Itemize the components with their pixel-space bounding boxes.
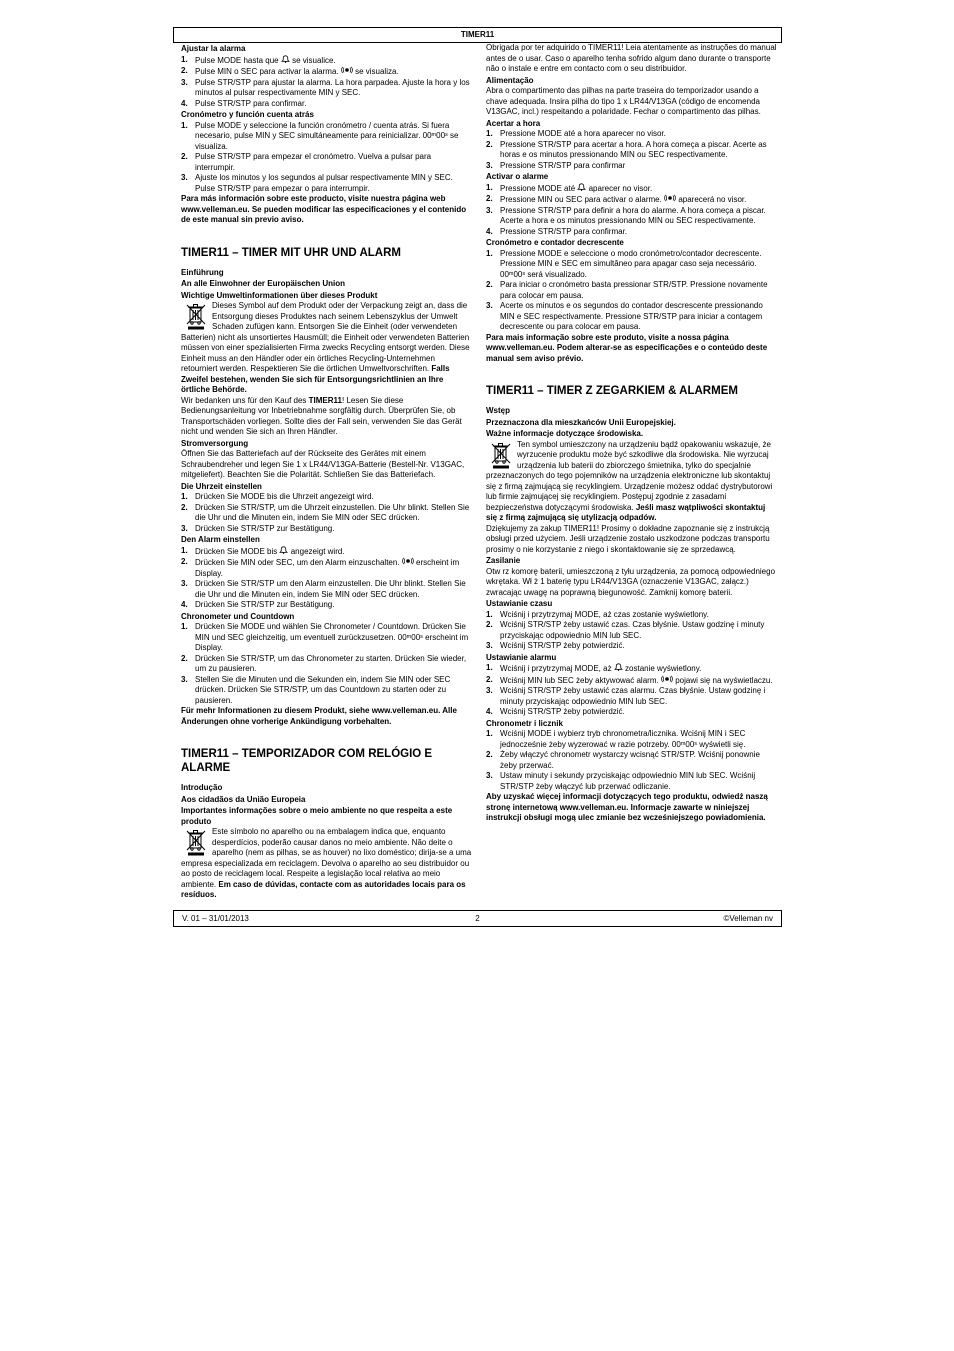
list-item: 2. Wciśnij MIN lub SEC żeby aktywować alarm. pojawi się na wyświetlaczu. bbox=[486, 674, 773, 685]
de-intro: Einführung bbox=[181, 267, 224, 277]
pt-more-info: Para mais informação sobre este produto, visite a nossa página www.velleman.eu. Podem alterar-se as especificações e o conteúdo deste manual sem aviso prévio. bbox=[486, 332, 768, 363]
de-env-title: Wichtige Umweltinformationen über dieses Produkt bbox=[181, 290, 378, 300]
es-alarm-title: Ajustar la alarma bbox=[181, 44, 246, 53]
crossed-bin-icon bbox=[185, 828, 207, 856]
de-title: TIMER11 – TIMER MIT UHR UND ALARM bbox=[181, 246, 401, 259]
crossed-bin-icon bbox=[490, 441, 512, 469]
pt-alarm-steps bbox=[486, 183, 777, 238]
pt-chrono-title: Cronómetro e contador decrescente bbox=[486, 238, 624, 247]
pl-chrono-steps bbox=[486, 729, 777, 792]
list-item: 2. Drücken Sie STR/STP, um das Chronometer zu starten. Drücken Sie wieder, um zu pausieren. bbox=[181, 653, 467, 673]
list-item: 3. Pulse STR/STP para ajustar la alarma. La hora parpadea. Ajuste la hora y los minutos al pulsar respectivamente MIN y SEC. bbox=[181, 77, 470, 97]
list-item: 3. Drücken Sie STR/STP um den Alarm einzustellen. Die Uhr blinkt. Stellen Sie die Uhr und die Minuten ein, indem Sie MIN oder SEC drücken. bbox=[181, 579, 466, 599]
pl-title: TIMER11 – TIMER Z ZEGARKIEM & ALARMEM bbox=[486, 385, 738, 397]
es-chrono-steps bbox=[181, 121, 472, 195]
list-item: 3. Pressione STR/STP para confirmar bbox=[486, 160, 626, 170]
bell-icon bbox=[281, 55, 290, 67]
list-item: 3. Ustaw minuty i sekundy przyciskając odpowiednio MIN lub SEC. Wciśnij STR/STP żeby włączyć lub przerwać odliczanie. bbox=[486, 771, 756, 791]
pl-chrono-title: Chronometr i licznik bbox=[486, 718, 563, 728]
list-item: 1. Wciśnij MODE i wybierz tryb chronometra/licznika. Wciśnij MIN i SEC jednocześnie żeby wyzerować w razie potrzeby. 00ᵐ00ˢ wyświetli się. bbox=[486, 729, 746, 749]
list-item: 1. Pressione MODE até aparecer no visor. bbox=[486, 182, 653, 193]
bell-icon bbox=[577, 183, 586, 195]
es-chrono-title: Cronómetro y función cuenta atrás bbox=[181, 110, 314, 119]
pt-alarm-title: Activar o alarme bbox=[486, 172, 549, 181]
list-item: 3. Wciśnij STR/STP żeby potwierdzić. bbox=[486, 641, 625, 650]
alarm-sound-icon bbox=[664, 194, 676, 206]
pl-time-steps bbox=[486, 610, 777, 652]
list-item: 1. Wciśnij i przytrzymaj MODE, aż zostanie wyświetlony. bbox=[486, 663, 702, 673]
list-item: 3. Pressione STR/STP para definir a hora do alarme. A hora começa a piscar. Acerte a hora e os minutos pressionando MIN ou SEC respectivamente. bbox=[486, 205, 766, 225]
de-time-title: Die Uhrzeit einstellen bbox=[181, 481, 262, 491]
de-eu: An alle Einwohner der Europäischen Union bbox=[181, 279, 346, 288]
pt-env-text: Este símbolo no aparelho ou na embalagem indica que, enquanto desperdícios, poderão causar danos no meio ambiente. Não deite o aparelho (nem as pilhas, se as houver) no lixo doméstico; dirija-se a uma empresa especializada em reciclagem. Devolva o aparelho ao seu distribuidor ou ao posto de reciclagem local. Respeite a legislação local relativa ao meio ambiente. Em caso de dúvidas, contacte com as autoridades locais para os resíduos. bbox=[181, 827, 472, 899]
de-power-text: Öffnen Sie das Batteriefach auf der Rückseite des Gerätes mit einem Schraubendreher und legen Sie 1 x LR44/V13GA-Batterie (Bestell-Nr. V13GAC, mitgeliefert). Beachten Sie die Polarität. Schließen Sie das Batteriefach. bbox=[181, 449, 465, 479]
page-header bbox=[173, 27, 782, 43]
footer-page-number: 2 bbox=[475, 914, 480, 923]
list-item: 2. Drücken Sie STR/STP, um die Uhrzeit einzustellen. Die Uhr blinkt. Stellen Sie die Uhr und die Minuten ein, indem Sie MIN oder SEC drücken. bbox=[181, 502, 470, 522]
list-item: 3. Acerte os minutos e os segundos do contador descrescente pressionando MIN e SEC respectivamente. Pressione STR/STP para iniciar a contagem decrescente ou para colocar em pausa. bbox=[486, 301, 763, 331]
pt-title: TIMER11 – TEMPORIZADOR COM RELÓGIO E ALARME bbox=[181, 748, 433, 774]
pl-env-title: Ważne informacje dotyczące środowiska. bbox=[486, 429, 644, 438]
pl-power-title: Zasilanie bbox=[486, 556, 521, 565]
alarm-sound-icon bbox=[341, 66, 353, 78]
list-item: 3. Drücken Sie STR/STP zur Bestätigung. bbox=[181, 523, 335, 533]
page-footer bbox=[173, 910, 782, 927]
list-item: 2. Żeby włączyć chronometr wystarczy wcisnąć STR/STP. Wciśnij ponownie żeby przerwać. bbox=[486, 750, 760, 770]
left-column bbox=[181, 43, 472, 901]
list-item: 2. Pressione STR/STP para acertar a hora. A hora começa a piscar. Acerte as horas e os minutos pressionando MIN ou SEC respectivamente. bbox=[486, 139, 767, 159]
pt-thanks: Obrigada por ter adquirido o TIMER11! Leia atentamente as instruções do manual antes de o usar. Caso o aparelho tenha sofrido algum dano durante o transporte não o instale e entre em contacto com o seu distribuidor. bbox=[486, 43, 777, 73]
pt-eu: Aos cidadãos da União Europeia bbox=[181, 794, 306, 804]
list-item: 3. Ajuste los minutos y los segundos al pulsar respectivamente MIN y SEC. Pulse STR/STP para empezar o para interrumpir. bbox=[181, 173, 453, 193]
pl-alarm-title: Ustawianie alarmu bbox=[486, 652, 557, 662]
pt-intro: Introdução bbox=[181, 783, 223, 792]
list-item: 1. Drücken Sie MODE bis die Uhrzeit angezeigt wird. bbox=[181, 492, 374, 501]
crossed-bin-icon bbox=[185, 302, 207, 330]
list-item: 1. Pulse MODE y seleccione la función cronómetro / cuenta atrás. Si fuera necesario, pulse MIN y SEC simultáneamente para reinicializar. 00ᵐ00ˢ se visualiza. bbox=[181, 120, 459, 151]
de-env-text: Dieses Symbol auf dem Produkt oder der Verpackung zeigt an, dass die Entsorgung dieses Produktes nach seinem Lebenszyklus der Umwelt Schaden zufügen kann. Entsorgen Sie die Einheit (oder verwendeten Batterien) nicht als unsortiertes Hausmüll; die Einheit oder verwendeten Batterien müssen von einer spezialisierten Firma zwecks Recycling entsorgt werden. Diese Einheit muss an den Händler oder ein örtliches Recycling-Unternehmen retourniert werden. Respektieren Sie die örtlichen Umweltvorschriften. Falls Zweifel bestehen, wenden Sie sich für Entsorgungsrichtlinien an Ihre örtliche Behörde. bbox=[181, 301, 470, 394]
list-item: 2. Pulse MIN o SEC para activar la alarma. se visualiza. bbox=[181, 66, 399, 76]
list-item: 1. Drücken Sie MODE und wählen Sie Chronometer / Countdown. Drücken Sie MIN und SEC gleichzeitig, um eventuell zurückzusetzen. 00ᵐ00ˢ erscheint im Display. bbox=[181, 622, 469, 652]
list-item: 3. Stellen Sie die Minuten und die Sekunden ein, indem Sie MIN oder SEC drücken. Drücken Sie STR/STP, um das Countdown zu starten oder zu pausieren. bbox=[181, 674, 451, 705]
pl-time-title: Ustawianie czasu bbox=[486, 599, 553, 608]
de-chrono-steps bbox=[181, 622, 472, 706]
list-item: 1. Pressione MODE e seleccione o modo cronómetro/contador decrescente. Pressione MIN e SEC em simultâneo para apagar caso seja necessário. 00ᵐ00ˢ será visualizado. bbox=[486, 248, 762, 279]
right-column bbox=[486, 43, 777, 824]
alarm-sound-icon bbox=[402, 557, 414, 569]
list-item: 1. Drücken Sie MODE bis angezeigt wird. bbox=[181, 545, 345, 556]
de-power-title: Stromversorgung bbox=[181, 438, 249, 448]
list-item: 4. Wciśnij STR/STP żeby potwierdzić. bbox=[486, 707, 625, 716]
pl-more-info: Aby uzyskać więcej informacji dotyczących tego produktu, odwiedź naszą stronę internetową www.velleman.eu. Informacje zawarte w niniejszej instrukcji obsługi mogą ulec zmianie bez wcześniejszego powiadomienia. bbox=[486, 792, 768, 822]
bell-icon bbox=[279, 546, 288, 558]
es-alarm-steps bbox=[181, 55, 472, 110]
de-more-info: Für mehr Informationen zu diesem Produkt, siehe www.velleman.eu. Alle Änderungen ohne vorherige Ankündigung vorbehalten. bbox=[181, 706, 457, 726]
footer-copyright: ©Velleman nv bbox=[723, 914, 773, 923]
de-time-steps bbox=[181, 492, 472, 534]
de-chrono-title: Chronometer und Countdown bbox=[181, 611, 295, 621]
list-item: 2. Pressione MIN ou SEC para activar o alarme. aparecerá no visor. bbox=[486, 194, 747, 204]
bell-icon bbox=[614, 663, 623, 675]
list-item: 2. Wciśnij STR/STP żeby ustawić czas. Czas błyśnie. Ustaw godzinę i minuty przyciskając odpowiednio MIN lub SEC. bbox=[486, 620, 765, 640]
pl-alarm-steps bbox=[486, 663, 777, 718]
alarm-sound-icon bbox=[661, 675, 673, 687]
footer-version: V. 01 – 31/01/2013 bbox=[182, 914, 249, 923]
pt-power-title: Alimentação bbox=[486, 75, 534, 85]
manual-page bbox=[173, 27, 782, 927]
pt-chrono-steps bbox=[486, 249, 777, 333]
list-item: 4. Pulse STR/STP para confirmar. bbox=[181, 98, 307, 108]
list-item: 3. Wciśnij STR/STP żeby ustawić czas alarmu. Czas błyśnie. Ustaw godzinę i minuty przyciskając odpowiednio MIN lub SEC. bbox=[486, 686, 766, 706]
es-more-info: Para más información sobre este producto, visite nuestra página web www.velleman.eu. Se pueden modificar las especificaciones y el contenido de este manual sin previo aviso. bbox=[181, 194, 467, 224]
list-item: 2. Para iniciar o cronómetro basta pressionar STR/STP. Pressione novamente para colocar em pausa. bbox=[486, 280, 768, 300]
pt-time-steps bbox=[486, 129, 777, 171]
pt-power-text: Abra o compartimento das pilhas na parte traseira do temporizador usando a chave adequada. Insira pilha do tipo 1 x LR44/V13GA (código de encomenda V13GAC, incl.) respeitando a polaridade. Fechar o compartimento das pilhas. bbox=[486, 86, 761, 116]
de-thanks: Wir bedanken uns für den Kauf des TIMER11! Lesen Sie diese Bedienungsanleitung vor Inbetriebnahme sorgfältig durch. Überprüfen Sie, ob Transportschäden vorliegen. Sollte dies der Fall sein, verwenden Sie das Gerät nicht und wenden Sie sich an Ihren Händler. bbox=[181, 395, 462, 436]
list-item: 2. Pulse STR/STP para empezar el cronómetro. Vuelva a pulsar para interrumpir. bbox=[181, 152, 432, 172]
header-title: TIMER11 bbox=[460, 30, 495, 39]
pl-power-text: Otw rz komorę baterii, umieszczoną z tyłu urządzenia, za pomocą odpowiedniego wkrętaka. Wł ż 1 baterię typu LR44/V13GA (oznaczenie V13GAC, załącz.) zwracając uwagę na poprawną biegunowość. Zamknij komorę baterii. bbox=[486, 566, 776, 597]
pt-env-title: Importantes informações sobre o meio ambiente no que respeita a este produto bbox=[181, 806, 453, 826]
pl-env-text: Ten symbol umieszczony na urządzeniu bądź opakowaniu wskazuje, że wyrzucenie produktu może być szkodliwe dla środowiska. Nie wyrzucaj urządzenia lub baterii do zbiorczego śmietnika, tylko do specjalnie przeznaczonych do tego pojemników na urządzenia elektroniczne lub skontaktuj się z firmą zajmującą się recyklingiem. Urządzenie możesz oddać dystrybutorowi lub firmie zajmującej się recyklingiem. Postępuj zgodnie z zasadami bezpieczeństwa dotyczącymi środowiska. Jeśli masz wątpliwości skontaktuj się z firmą zajmującą się utylizacją odpadów. bbox=[486, 439, 773, 522]
de-alarm-title: Den Alarm einstellen bbox=[181, 535, 260, 544]
pl-thanks: Dziękujemy za zakup TIMER11! Prosimy o dokładne zapoznanie się z instrukcją obsługi przed użyciem. Jeśli urządzenie zostało uszkodzone podczas transportu prosimy o nie korzystanie z niego i skontaktowanie się ze sprzedawcą. bbox=[486, 523, 770, 554]
list-item: 1. Pulse MODE hasta que se visualice. bbox=[181, 54, 336, 65]
pl-eu: Przeznaczona dla mieszkańców Unii Europejskiej. bbox=[486, 417, 676, 427]
list-item: 4. Drücken Sie STR/STP zur Bestätigung. bbox=[181, 600, 335, 609]
list-item: 1. Wciśnij i przytrzymaj MODE, aż czas zostanie wyświetlony. bbox=[486, 609, 709, 619]
pl-intro: Wstęp bbox=[486, 406, 510, 415]
pt-time-title: Acertar a hora bbox=[486, 118, 541, 128]
list-item: 4. Pressione STR/STP para confirmar. bbox=[486, 226, 628, 236]
list-item: 1. Pressione MODE até a hora aparecer no visor. bbox=[486, 129, 666, 138]
list-item: 2. Drücken Sie MIN oder SEC, um den Alarm einzuschalten. erscheint im Display. bbox=[181, 557, 460, 578]
de-alarm-steps bbox=[181, 546, 472, 611]
